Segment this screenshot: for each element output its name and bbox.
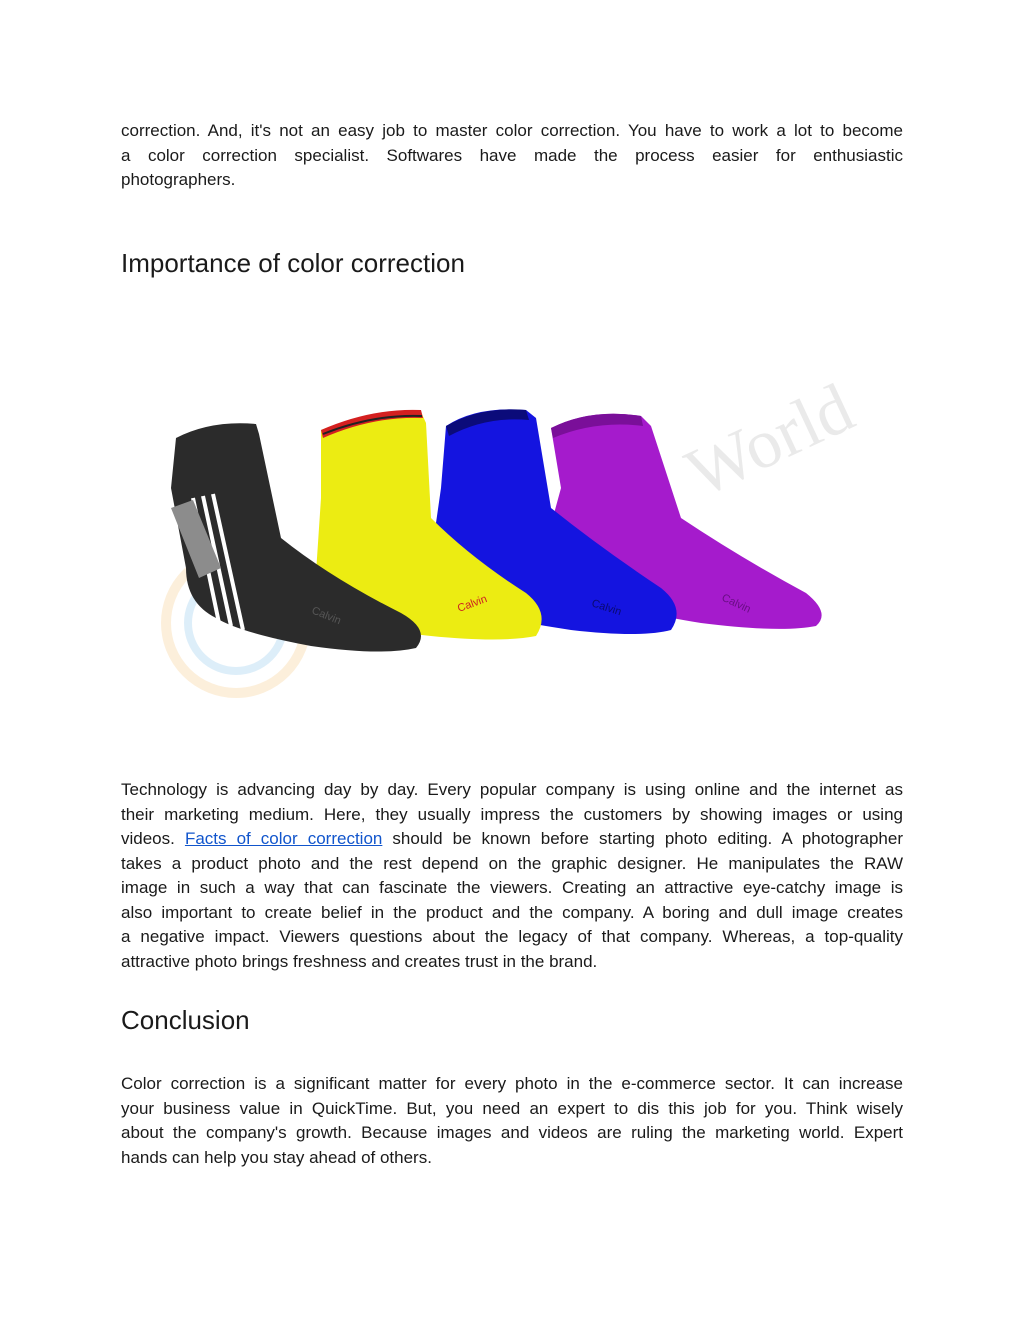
heading-importance: Importance of color correction (121, 248, 465, 278)
intro-line: correction. And, it's not an easy job to master color correction. You have to work a lot to become (121, 121, 903, 140)
conclusion-paragraph (121, 1072, 903, 1170)
conclusion-line: your business value in QuickTime. But, you need an expert to dis this job for you. Think wisely (121, 1098, 903, 1118)
tech-line: takes a product photo and the rest depend on the graphic designer. He manipulates the RAW (121, 853, 903, 873)
conclusion-line: Color correction is a significant matter for every photo in the e-commerce sector. It can increase (121, 1074, 903, 1093)
intro-paragraph (121, 119, 903, 193)
tech-line (121, 827, 903, 852)
tech-line: attractive photo brings freshness and creates trust in the brand. (121, 951, 598, 971)
conclusion-line: hands can help you stay ahead of others. (121, 1147, 432, 1167)
technology-paragraph (121, 778, 903, 974)
sock-brand-label: Calvin (455, 593, 489, 615)
sock-brand-label: Calvin (590, 597, 623, 619)
heading-conclusion: Conclusion (121, 1005, 250, 1035)
tech-line: Technology is advancing day by day. Every popular company is using online and the internet as (121, 780, 903, 799)
intro-line: photographers. (121, 170, 236, 189)
sock-brand-label: Calvin (309, 604, 343, 628)
watermark-text: World (675, 369, 861, 513)
facts-of-color-correction-link[interactable]: Facts of color correction (184, 829, 383, 848)
socks-product-image (141, 368, 861, 738)
tech-text: videos. (121, 829, 185, 848)
tech-line: image in such a way that can fascinate the viewers. Creating an attractive eye-catchy image is (121, 878, 903, 897)
intro-line: a color correction specialist. Softwares have made the process easier for enthusiastic (121, 145, 903, 165)
tech-line: their marketing medium. Here, they usually impress the customers by showing images or using (121, 804, 903, 824)
tech-line: also important to create belief in the product and the company. A boring and dull image creates (121, 902, 903, 922)
conclusion-line: about the company's growth. Because images and videos are ruling the marketing world. Expert (121, 1123, 903, 1142)
tech-line: a negative impact. Viewers questions about the legacy of that company. Whereas, a top-quality (121, 927, 903, 946)
sock-brand-label: Calvin (719, 591, 753, 616)
socks-illustration (141, 368, 861, 738)
tech-text: should be known before starting photo editing. A photographer (382, 829, 903, 848)
